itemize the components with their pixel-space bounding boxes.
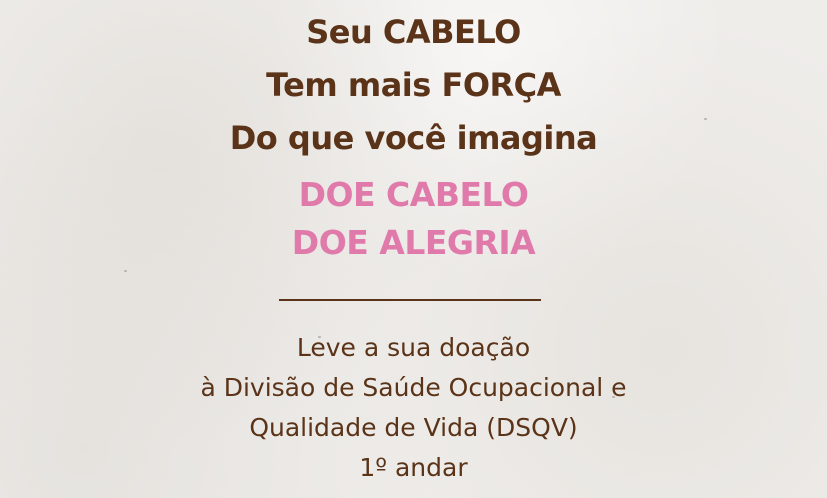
info-line-3: Qualidade de Vida (DSQV) bbox=[249, 413, 578, 442]
info-line-1: Leve a sua doação bbox=[296, 333, 531, 362]
donation-info bbox=[0, 328, 827, 488]
paper-speck bbox=[124, 270, 127, 272]
campaign-line-1: DOE CABELO bbox=[298, 175, 529, 214]
campaign-line-2: DOE ALEGRIA bbox=[291, 223, 536, 262]
divider bbox=[279, 299, 541, 301]
headline-line-2: Tem mais FORÇA bbox=[266, 66, 561, 104]
info-line-4: 1º andar bbox=[359, 453, 468, 482]
headline-line-1: Seu CABELO bbox=[306, 13, 521, 51]
headline-line-3: Do que você imagina bbox=[229, 119, 598, 157]
headline bbox=[0, 6, 827, 165]
campaign-slogan bbox=[0, 171, 827, 267]
info-line-2: à Divisão de Saúde Ocupacional e bbox=[200, 373, 627, 402]
